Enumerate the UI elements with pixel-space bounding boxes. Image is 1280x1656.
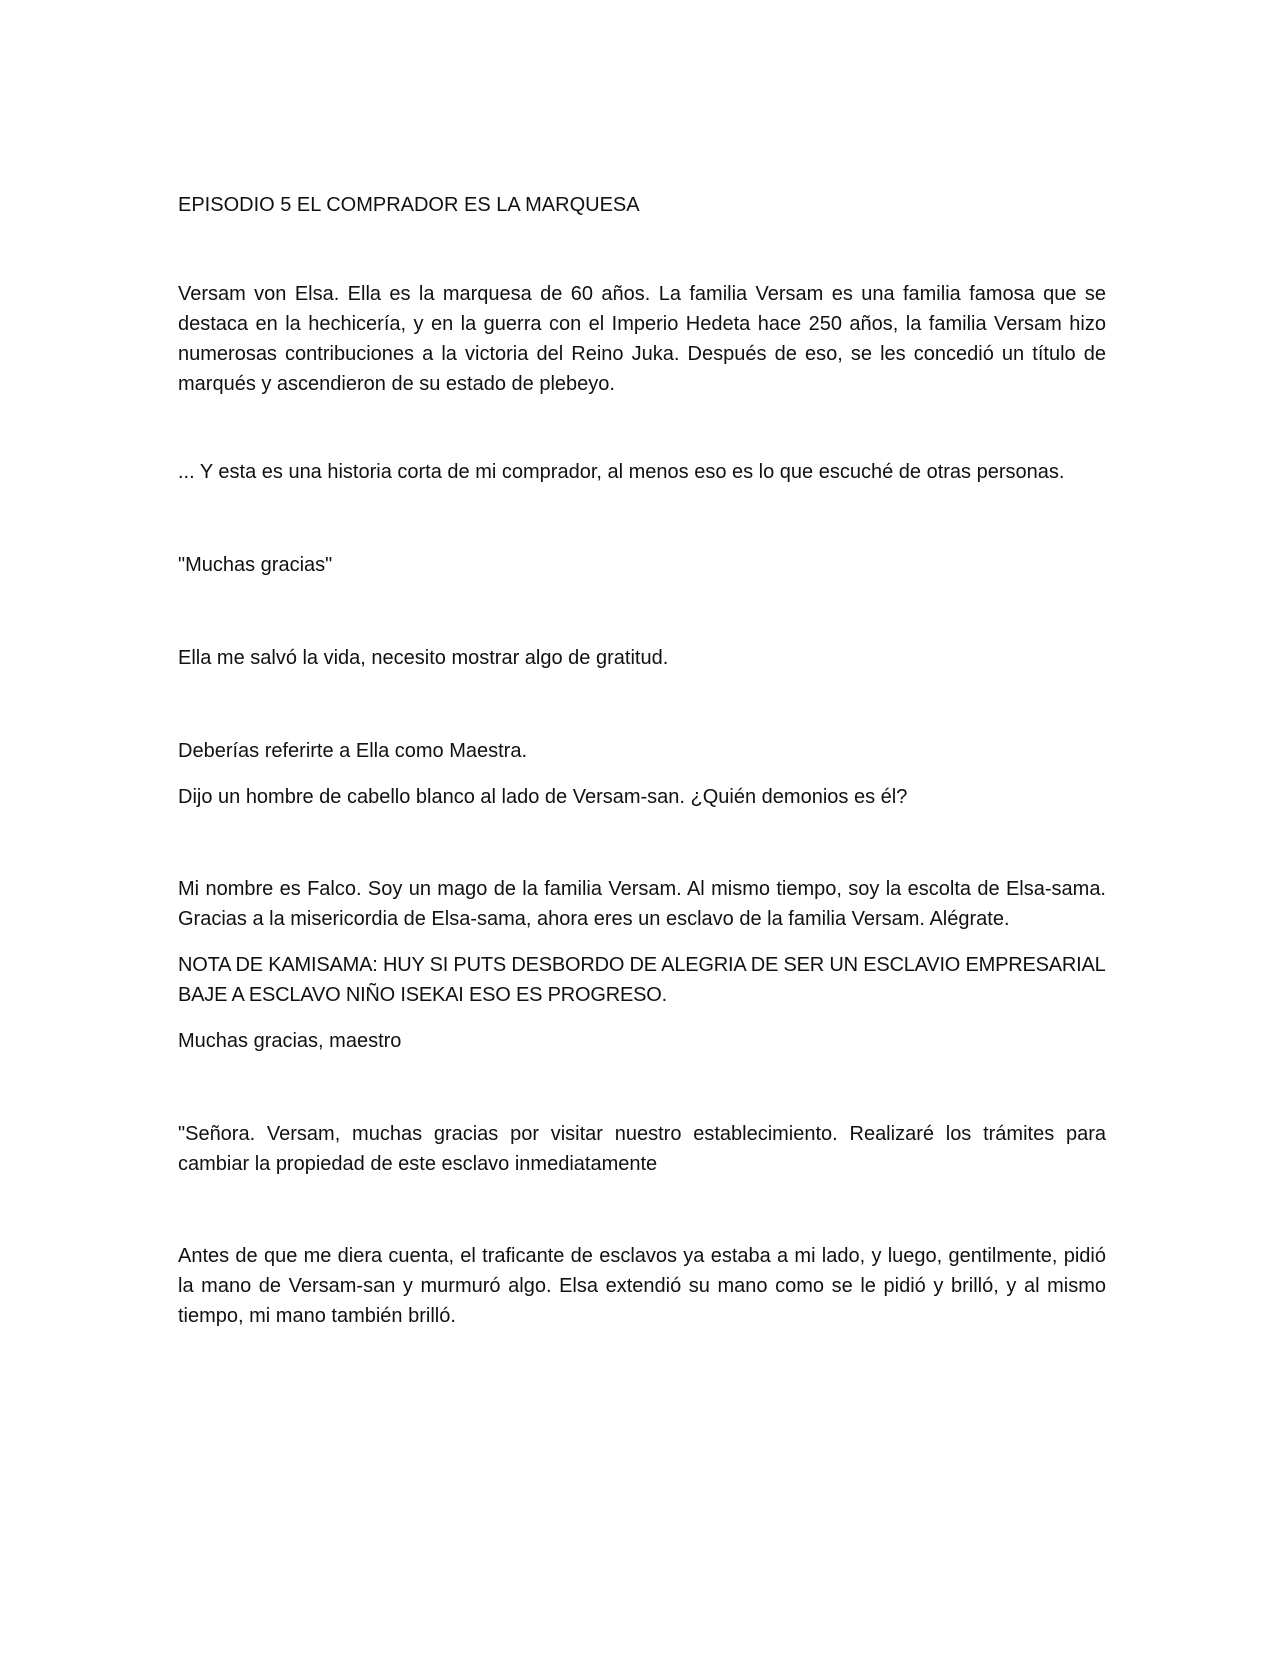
paragraph-kamisama-note: NOTA DE KAMISAMA: HUY SI PUTS DESBORDO DE ALEGRIA DE SER UN ESCLAVIO EMPRESARIAL BAJE A ESCLAVO NIÑO ISEKAI ESO ES PROGRESO.	[178, 954, 1105, 1006]
paragraph-senora-versam: "Señora. Versam, muchas gracias por visitar nuestro establecimiento. Realizaré los trámites para cambiar la propiedad de este esclavo inmediatamente	[178, 1123, 1106, 1175]
paragraph-short-history: ... Y esta es una historia corta de mi comprador, al menos eso es lo que escuché de otras personas.	[178, 461, 1065, 483]
document-body	[178, 190, 1106, 1331]
paragraph-thanks-master: Muchas gracias, maestro	[178, 1030, 402, 1052]
paragraph-white-hair-man: Dijo un hombre de cabello blanco al lado de Versam-san. ¿Quién demonios es él?	[178, 786, 908, 808]
paragraph-intro: Versam von Elsa. Ella es la marquesa de 60 años. La familia Versam es una familia famosa que se destaca en la hechicería, y en la guerra con el Imperio Hedeta hace 250 años, la familia Versam hizo numerosas contribuciones a la victoria del Reino Juka. Después de eso, se les concedió un título de marqués y ascendieron de su estado de plebeyo.	[178, 283, 1106, 395]
episode-title: EPISODIO 5 EL COMPRADOR ES LA MARQUESA	[178, 194, 640, 216]
paragraph-ending: Antes de que me diera cuenta, el traficante de esclavos ya estaba a mi lado, y luego, gentilmente, pidió la mano de Versam-san y murmuró algo. Elsa extendió su mano como se le pidió y brilló, y al mismo tiempo, mi mano también brilló.	[178, 1245, 1106, 1327]
paragraph-thanks-quote: "Muchas gracias"	[178, 554, 333, 576]
paragraph-maestra: Deberías referirte a Ella como Maestra.	[178, 740, 528, 762]
paragraph-gratitude: Ella me salvó la vida, necesito mostrar algo de gratitud.	[178, 647, 669, 669]
paragraph-falco: Mi nombre es Falco. Soy un mago de la familia Versam. Al mismo tiempo, soy la escolta de Elsa-sama. Gracias a la misericordia de Elsa-sama, ahora eres un esclavo de la familia Versam. Alégrate.	[178, 878, 1106, 930]
